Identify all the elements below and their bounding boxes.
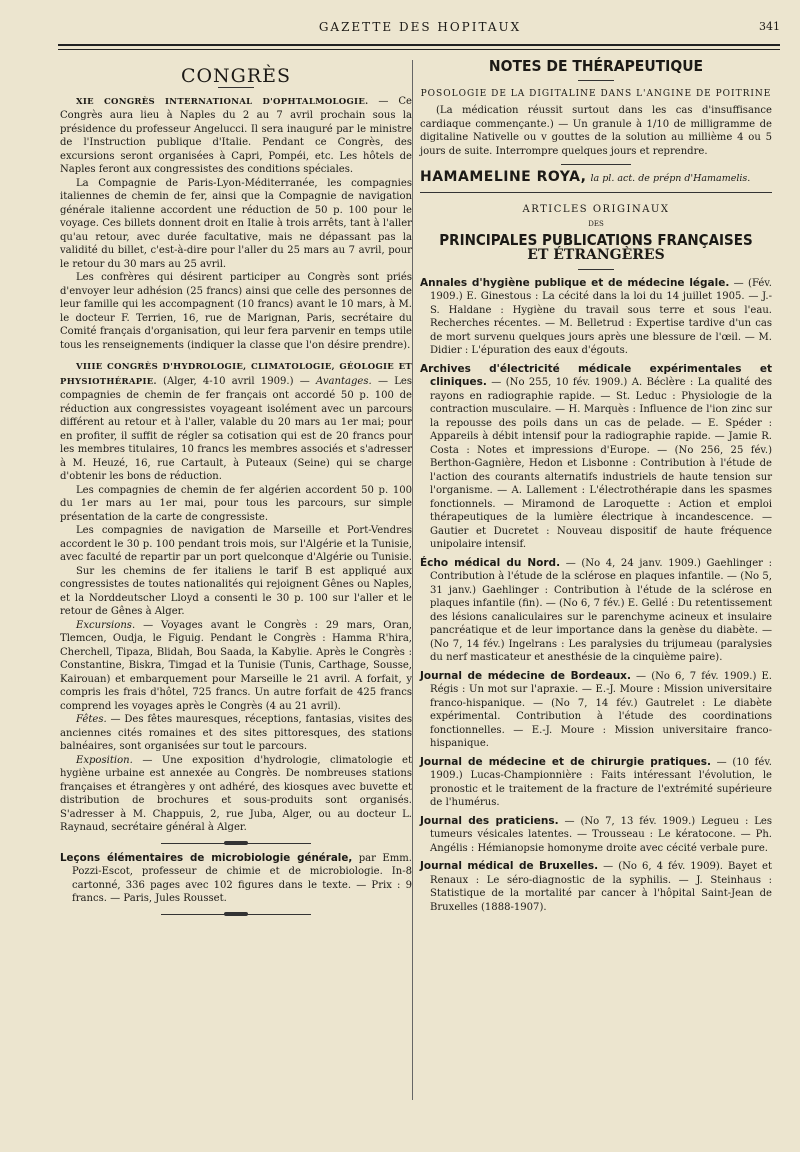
hydro-exposition bbox=[60, 754, 412, 835]
journal-name: Journal de médecine de Bordeaux. bbox=[420, 669, 631, 682]
hamameline-sub: la pl. act. de prépn d'Hamamelis. bbox=[590, 173, 751, 184]
ophtal-paragraph-3: Les confrères qui désirent participer au Congrès sont priés d'envoyer leur adhésion (25 francs) ainsi que celle des personnes de leur famille qui les accompagnent (10 francs) avant le 10 mars, à M. le docteur F. Terrien, 16, rue de Marignan, Paris, secrétaire du Comité français d'organisation, qui leur fera parvenir en temps utile tous les renseignements (indiquer la classe que l'on désire prendre). bbox=[60, 272, 412, 351]
exposition-text: — Une exposition d'hydrologie, climatologie et hygiène urbaine est annexée au Congrès. De nombreuses stations françaises et étrangères y ont adhéré, des kiosques avec buvette et distribution de brochures et sous-produits sont organisés. S'adresser à M. Chappuis, 2, rue Juba, Alger, ou au docteur L. Raynaud, secrétaire général à Alger. bbox=[60, 754, 412, 833]
ornament-divider-bottom bbox=[161, 914, 311, 915]
journal-entry bbox=[420, 815, 772, 856]
journal-entry bbox=[420, 860, 772, 914]
hydro-excursions bbox=[60, 619, 412, 714]
journal-name: Écho médical du Nord. bbox=[420, 556, 561, 569]
lecons-notice bbox=[60, 852, 412, 906]
journal-contents: — (No 4, 24 janv. 1909.) Gaehlinger : Contribution à l'étude de la sclérose en plaques infantile. — (No 5, 31 janv.) Gaehlinger : Contribution à l'étude de la sclérose en plaques infantile (fin). — (No 6, 7 fév.) E. Gellé : Du retentissement des lésions canaliculaires sur le parenchyme acineux et insulaire pancréatique et de leur importance dans la genèse du diabète. — (No 7, 14 fév.) Ingelrans : Les paralysies du trijumeau (paralysies du nerf masticateur et anesthésie de la cinquième paire). bbox=[430, 557, 772, 663]
hydro-paragraph-2: Les compagnies de chemin de fer algérien accordent 50 p. 100 du 1er mars au 1er mai, pour tous les parcours, sur simple présentation de la carte de congressiste. bbox=[60, 484, 412, 523]
journal-contents: — (10 fév. 1909.) Lucas-Championnière : Faits intéressant l'évolution, le pronostic et le traitement de la fracture de l'extrémité supérieure de l'humérus. bbox=[430, 756, 772, 808]
journal-list bbox=[420, 277, 772, 915]
journal-name: Annales d'hygiène publique et de médecine légale. bbox=[420, 276, 730, 289]
page-number: 341 bbox=[759, 20, 780, 33]
section-title-congres: CONGRÈS bbox=[180, 65, 292, 87]
journal-contents: — (No 6, 7 fév. 1909.) E. Régis : Un mot sur l'apraxie. — E.-J. Moure : Mission universitaire franco-hispanique. — (No 7, 14 fév.) Gautrelet : Le diabète expérimental. Contribution à l'étude des coordinations fonctionnelles. — E.-J. Moure : Mission universitaire franco-hispanique. bbox=[430, 670, 772, 749]
lecons-title: Leçons élémentaires de microbiologie générale, bbox=[60, 851, 353, 864]
excursions-text: — Voyages avant le Congrès : 29 mars, Oran, Tlemcen, Oudja, le Figuig. Pendant le Congrès : Hamma R'hira, Cherchell, Tipaza, Blidah, Bou Saada, la Kabylie. Après le Congrès : Constantine, Biskra, Timgad et la Tunisie (Tunis, Carthage, Sousse, Kairouan) et embarquement pour Marseille le 21 avril. A forfait, y compris les frais d'hôtel, 725 francs. Un autre forfait de 425 francs comprend les voyages après le Congrès (4 au 21 avril). bbox=[60, 619, 412, 712]
fetes-text: — Des fêtes mauresques, réceptions, fantasias, visites des anciennes cités romaines et des sites pittoresques, des stations balnéaires, sont organisées sur tout le parcours. bbox=[60, 714, 412, 752]
journal-name: Journal des praticiens. bbox=[420, 814, 559, 827]
excursions-label: Excursions. bbox=[76, 619, 136, 631]
journal-contents: — (No 255, 10 fév. 1909.) A. Béclère : La qualité des rayons en radiographie rapide. — St. Leduc : Physiologie de la contraction musculaire. — H. Marquès : Influence de l'ion zinc sur la repousse des poils dans un cas de pelade. — E. Spéder : Appareils à débit intensif pour la radiographie rapide. — Jamie R. Costa : Notes et impressions d'Europe. — (No 256, 25 fév.) Berthon-Gagnière, Hedon et Lisbonne : Contribution à l'étude de l'action des courants alternatifs industriels de haute tension sur l'organisme. — A. Lallement : L'électrothérapie dans les spasmes fonctionnels. — Miramond de Laroquette : Action et emploi thérapeutiques de la lumière électrique à incandescence. — Gautier et Ducretet : Nouveau dispositif de haute fréquence unipolaire intensif. bbox=[430, 377, 772, 550]
ad-rule bbox=[420, 192, 772, 193]
hydro-heading: VIIIE CONGRÈS D'HYDROLOGIE, CLIMATOLOGIE, GÉOLOGIE ET PHYSIOTHÉRAPIE. bbox=[60, 362, 412, 387]
right-column bbox=[420, 58, 772, 914]
journal-contents: — (No 7, 13 fév. 1909.) Legueu : Les tumeurs vésicales latentes. — Trousseau : Le kératocone. — Ph. Angélis : Hémianopsie homonyme droite avec cécité verbale pure. bbox=[430, 815, 772, 854]
column-divider bbox=[412, 60, 413, 1100]
hydro-text-1: — Les compagnies de chemin de fer français ont accordé 50 p. 100 de réduction aux congressistes voyageant isolément avec un parcours différent au retour et à l'aller, valable du 20 mars au 1er mai; pour en profiter, il suffit de régler sa cotisation qui est de 20 francs pour les membres titulaires, 10 francs les membres associés et s'adresser à M. Heuzé, 16, rue Cartault, à Puteaux (Seine) qui se charge d'obtenir les bons de réduction. bbox=[60, 375, 412, 482]
hamameline-ad bbox=[420, 171, 772, 186]
header-rule bbox=[58, 44, 780, 46]
journal-contents: — (Fév. 1909.) E. Ginestous : La cécité dans la loi du 14 juillet 1905. — J.-S. Haldane : Hygiène du travail sous terre et sous l'eau. Recherches récentes. — M. Belletrud : Expertise tardive d'un cas de mort survenu quelques jours après une blessure de l'œil. — M. Didier : L'épuration des eaux d'égouts. bbox=[430, 277, 772, 356]
journal-entry bbox=[420, 557, 772, 665]
journal-name: Journal médical de Bruxelles. bbox=[420, 860, 599, 872]
journal-entry bbox=[420, 670, 772, 751]
ophtal-text-1: — Ce Congrès aura lieu à Naples du 2 au 7 avril prochain sous la présidence du professeur Angelucci. Il sera inauguré par le ministre de l'Instruction publique d'Italie. Pendant ce Congrès, des excursions seront organisées à Capri, Pompéi, etc. Les hôtels de Naples feront aux congressistes des conditions spéciales. bbox=[60, 95, 412, 175]
posologie-divider bbox=[561, 164, 631, 165]
publications-divider bbox=[578, 269, 614, 270]
journal-entry bbox=[420, 756, 772, 810]
journal-title: GAZETTE DES HOPITAUX bbox=[318, 20, 522, 34]
posologie-subhead: POSOLOGIE DE LA DIGITALINE DANS L'ANGINE DE POITRINE bbox=[420, 88, 772, 99]
posologie-text: (La médication réussit surtout dans les cas d'insuffisance cardiaque commençante.) — Un granule à 1/10 de milligramme de digitaline Nativelle ou v gouttes de la solution au millième 4 ou 5 jours de suite. Interrompre quelques jours et reprendre. bbox=[420, 105, 772, 157]
journal-entry bbox=[420, 277, 772, 358]
hamameline-name: HAMAMELINE ROYA, bbox=[420, 169, 587, 185]
ornament-divider bbox=[161, 843, 311, 844]
fetes-label: Fêtes. bbox=[76, 714, 107, 725]
hydro-paragraph-1 bbox=[60, 360, 412, 484]
journal-contents: — (No 6, 4 fév. 1909). Bayet et Renaux : Le séro-diagnostic de la syphilis. — J. Steinhaus : Statistique de la mortalité par cancer à l'hôpital Saint-Jean de Bruxelles (1888-1907). bbox=[430, 861, 772, 913]
et-etrangeres: ET ÉTRANGÈRES bbox=[527, 247, 665, 263]
ophtal-paragraph-1 bbox=[60, 95, 412, 177]
hydro-avantages-label: Avantages. bbox=[315, 375, 372, 387]
articles-des: DES bbox=[588, 220, 604, 228]
principales-publications: PRINCIPALES PUBLICATIONS FRANÇAISES bbox=[439, 230, 753, 249]
header-rule-thin bbox=[58, 49, 780, 50]
section-title-notes: NOTES DE THÉRAPEUTIQUE bbox=[488, 57, 704, 75]
articles-originaux: ARTICLES ORIGINAUX bbox=[522, 203, 670, 215]
running-head bbox=[60, 20, 780, 40]
journal-name: Journal de médecine et de chirurgie pratiques. bbox=[420, 755, 712, 768]
ophtal-paragraph-2: La Compagnie de Paris-Lyon-Méditerranée, les compagnies italiennes de chemin de fer, ainsi que la Compagnie de navigation générale italienne accordent une réduction de 50 p. 100 pour le voyage. Ces billets donnent droit en Italie à trois arrêts, tant à l'aller qu'au retour, avec durée facultative, mais ne dépassant pas la validité du billet, c'est-à-dire pour l'aller du 25 mars au 7 avril, pour le retour du 30 mars au 25 avril. bbox=[60, 177, 412, 270]
ophtal-heading: XIE CONGRÈS INTERNATIONAL D'OPHTALMOLOGIE. bbox=[76, 96, 369, 107]
hydro-fetes bbox=[60, 713, 412, 754]
lecons-text: par Emm. Pozzi-Escot, professeur de chimie et de microbiologie. In-8 cartonné, 336 pages avec 102 figures dans le texte. — Prix : 9 francs. — Paris, Jules Rousset. bbox=[72, 852, 412, 904]
journal-entry bbox=[420, 363, 772, 552]
notes-divider bbox=[578, 80, 614, 81]
journal-name: Archives d'électricité médicale expérimentales et cliniques. bbox=[420, 362, 772, 388]
exposition-label: Exposition. bbox=[76, 754, 133, 766]
hydro-paragraph-4: Sur les chemins de fer italiens le tarif B est appliqué aux congressistes de toutes nationalités qui rejoignent Gênes ou Naples, et la Norddeutscher Lloyd a consenti le 30 p. 100 sur l'aller et le retour de Gênes à Alger. bbox=[60, 565, 412, 617]
hydro-paragraph-3: Les compagnies de navigation de Marseille et Port-Vendres accordent le 30 p. 100 pendant trois mois, sur l'Algérie et la Tunisie, avec faculté de repartir par un port quelconque d'Algérie ou Tunisie. bbox=[60, 525, 413, 563]
hydro-place: (Alger, 4-10 avril 1909.) — bbox=[163, 375, 310, 387]
left-column bbox=[60, 58, 412, 923]
